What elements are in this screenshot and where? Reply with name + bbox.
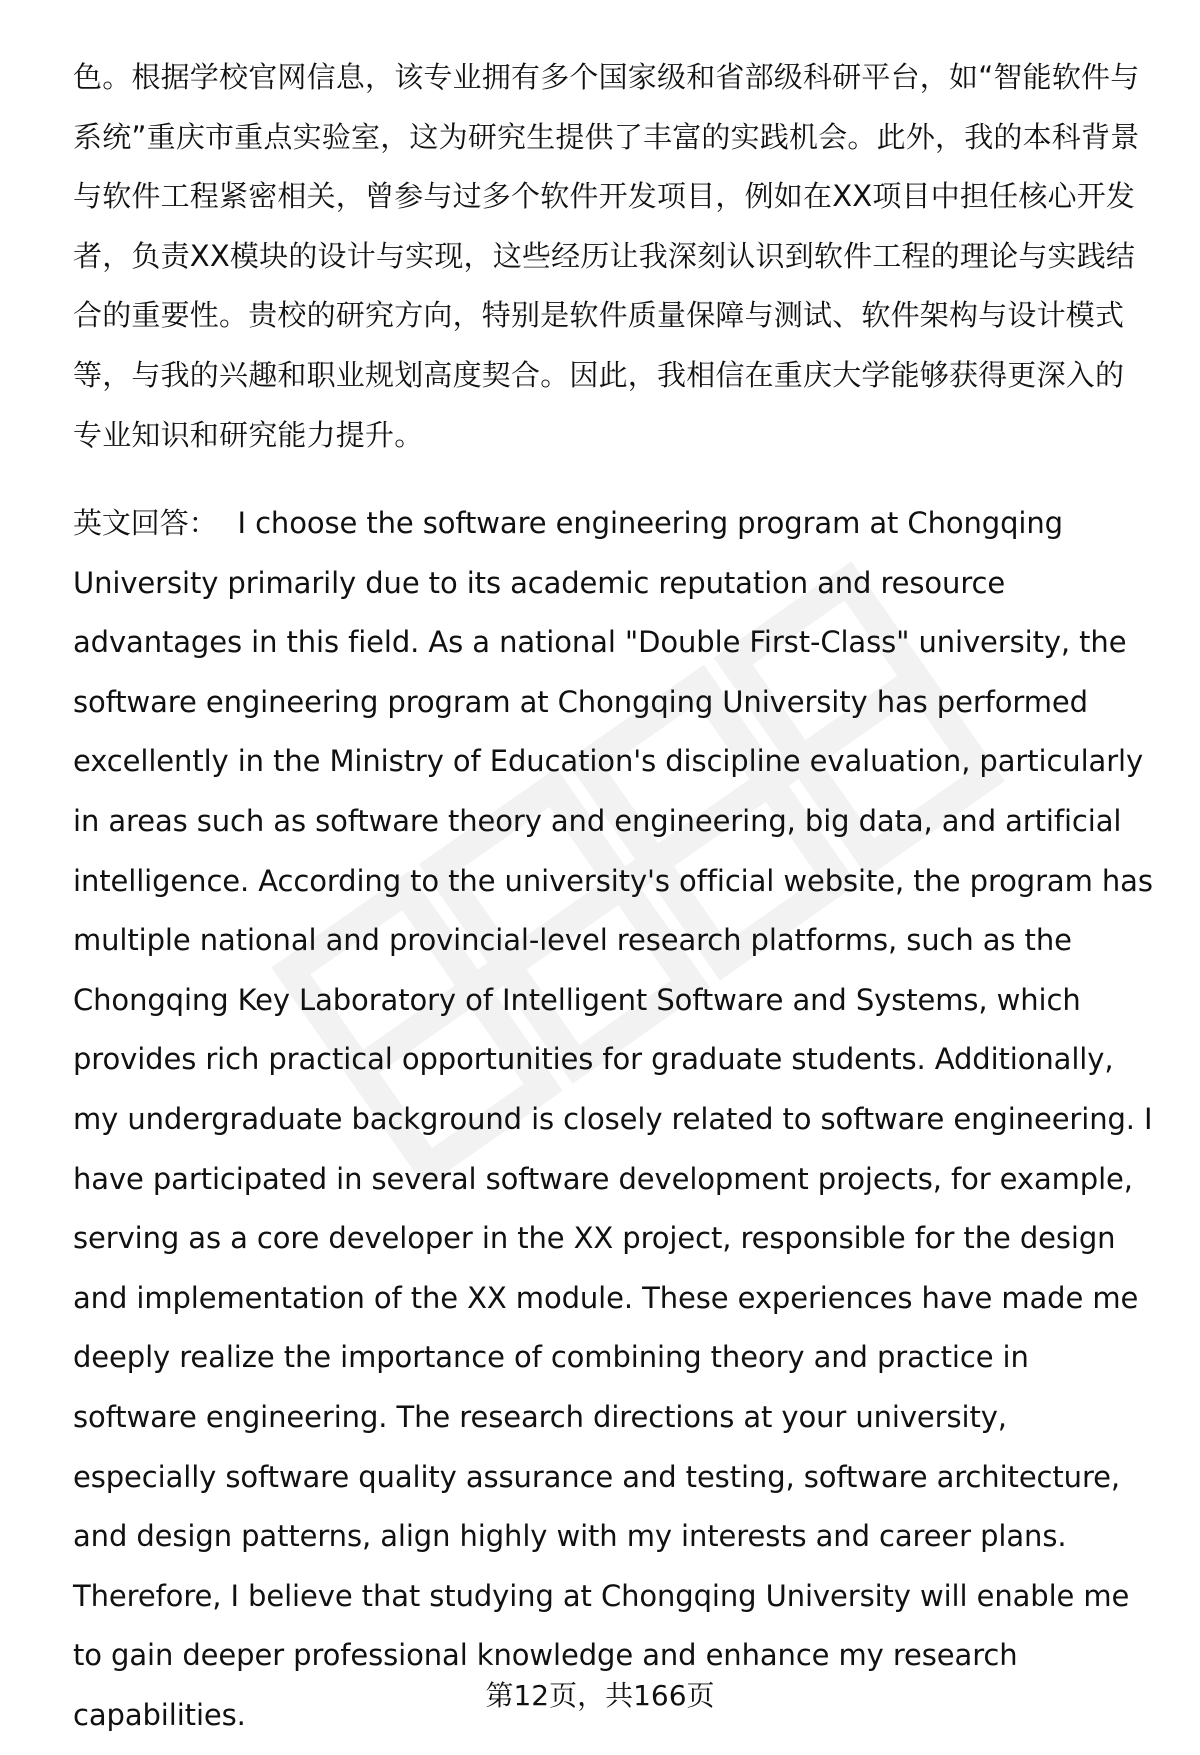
- english-answer-paragraph: [73, 494, 1153, 1745]
- page-indicator: 第12页，共166页: [485, 1679, 715, 1712]
- english-answer-text: I choose the software engineering program at Chongqing University primarily due to its academic reputation and resource advantages in this field. As a national "Double First-Class" university, the software engineering program at Chongqing University has performed excellently in the Ministry of Education's discipline evaluation, particularly in areas such as software theory and engineering, big data, and artificial intelligence. According to the university's official website, the program has multiple national and provincial-level research platforms, such as the Chongqing Key Laboratory of Intelligent Software and Systems, which provides rich practical opportunities for graduate students. Additionally, my undergraduate background is closely related to software engineering. I have participated in several software development projects, for example, serving as a core developer in the XX project, responsible for the design and implementation of the XX module. These experiences have made me deeply realize the importance of combining theory and practice in software engineering. The research directions at your university, especially software quality assurance and testing, software architecture, and design patterns, align highly with my interests and career plans. Therefore, I believe that studying at Chongqing University will enable me to gain deeper professional knowledge and enhance my research capabilities.: [73, 506, 1153, 1732]
- english-answer-label: 英文回答：: [73, 506, 218, 540]
- chinese-answer-paragraph: 色。根据学校官网信息，该专业拥有多个国家级和省部级科研平台，如“智能软件与系统”重庆市重点实验室，这为研究生提供了丰富的实践机会。此外，我的本科背景与软件工程紧密相关，曾参与过多个软件开发项目，例如在XX项目中担任核心开发者，负责XX模块的设计与实现，这些经历让我深刻认识到软件工程的理论与实践结合的重要性。贵校的研究方向，特别是软件质量保障与测试、软件架构与设计模式等，与我的兴趣和职业规划高度契合。因此，我相信在重庆大学能够获得更深入的专业知识和研究能力提升。: [73, 60, 1140, 452]
